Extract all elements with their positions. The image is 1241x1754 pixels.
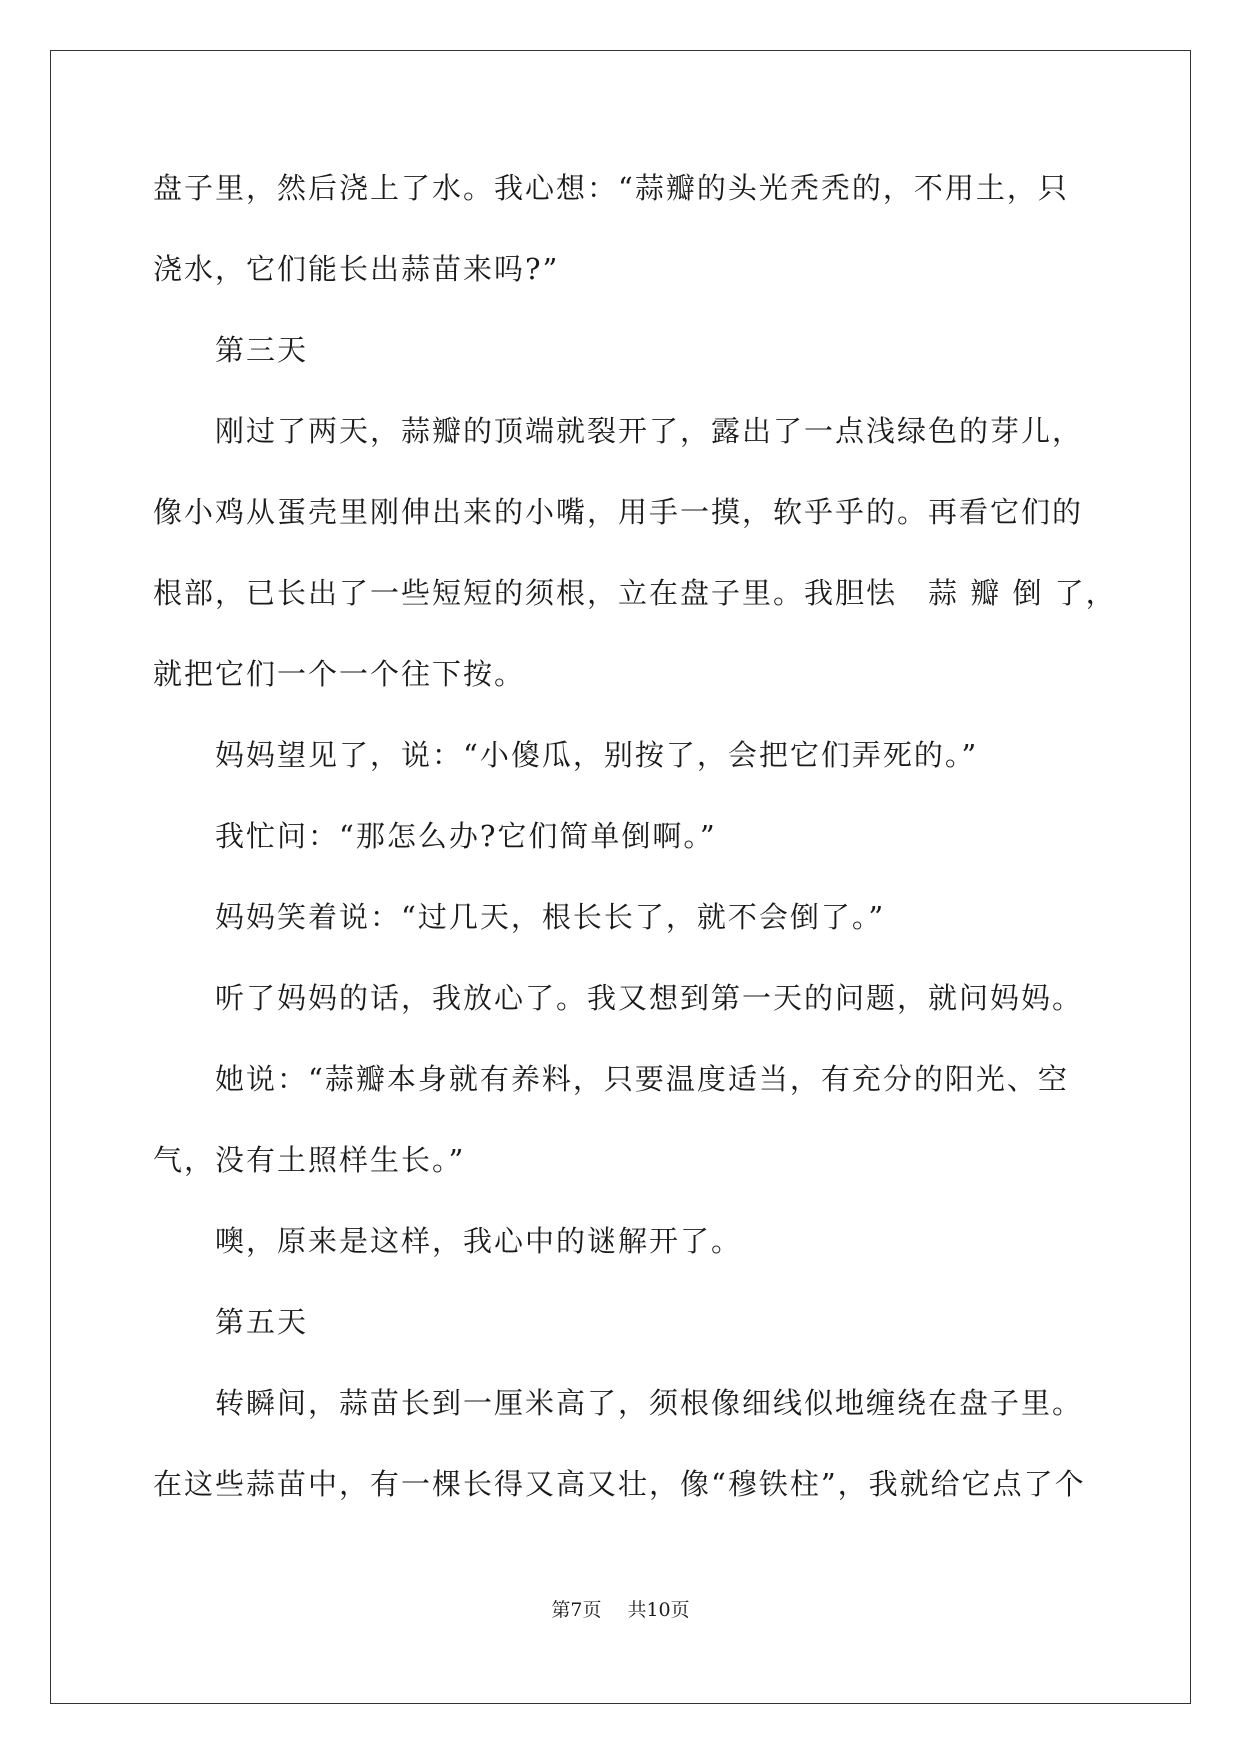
- section-heading: 第三天: [215, 333, 309, 367]
- text-line: 她说：“蒜瓣本身就有养料，只要温度适当，有充分的阳光、空: [215, 1062, 1069, 1096]
- document-body: [153, 158, 1117, 1535]
- text-line: 像小鸡从蛋壳里刚伸出来的小嘴，用手一摸，软乎乎的。再看它们的: [153, 495, 1084, 529]
- text-line: 妈妈望见了，说：“小傻瓜，别按了，会把它们弄死的。”: [215, 738, 979, 772]
- text-line: 听了妈妈的话，我放心了。我又想到第一天的问题，就问妈妈。: [215, 981, 1084, 1015]
- text-line: 根部，已长出了一些短短的须根，立在盘子里。我胆怯 蒜 瓣 倒 了，: [153, 576, 1117, 610]
- text-line: 在这些蒜苗中，有一棵长得又高又壮，像“穆铁柱”，我就给它点了个: [153, 1467, 1086, 1501]
- text-line: 盘子里，然后浇上了水。我心想：“蒜瓣的头光秃秃的，不用土，只: [153, 171, 1069, 205]
- text-line: 气，没有土照样生长。”: [153, 1143, 466, 1177]
- text-line: 刚过了两天，蒜瓣的顶端就裂开了，露出了一点浅绿色的芽儿，: [215, 414, 1084, 448]
- section-heading: 第五天: [215, 1305, 309, 1339]
- page-footer: [0, 1596, 1241, 1624]
- text-line: 噢，原来是这样，我心中的谜解开了。: [215, 1224, 743, 1258]
- text-line: 浇水，它们能长出蒜苗来吗?”: [153, 252, 560, 286]
- text-line: 就把它们一个一个往下按。: [153, 657, 526, 691]
- text-line: 转瞬间，蒜苗长到一厘米高了，须根像细线似地缠绕在盘子里。: [215, 1386, 1084, 1420]
- text-line: 我忙问：“那怎么办?它们简单倒啊。”: [215, 819, 717, 853]
- text-line: 妈妈笑着说：“过几天，根长长了，就不会倒了。”: [215, 900, 886, 934]
- page-total: 共10页: [627, 1599, 690, 1621]
- page-number: 第7页: [551, 1599, 602, 1621]
